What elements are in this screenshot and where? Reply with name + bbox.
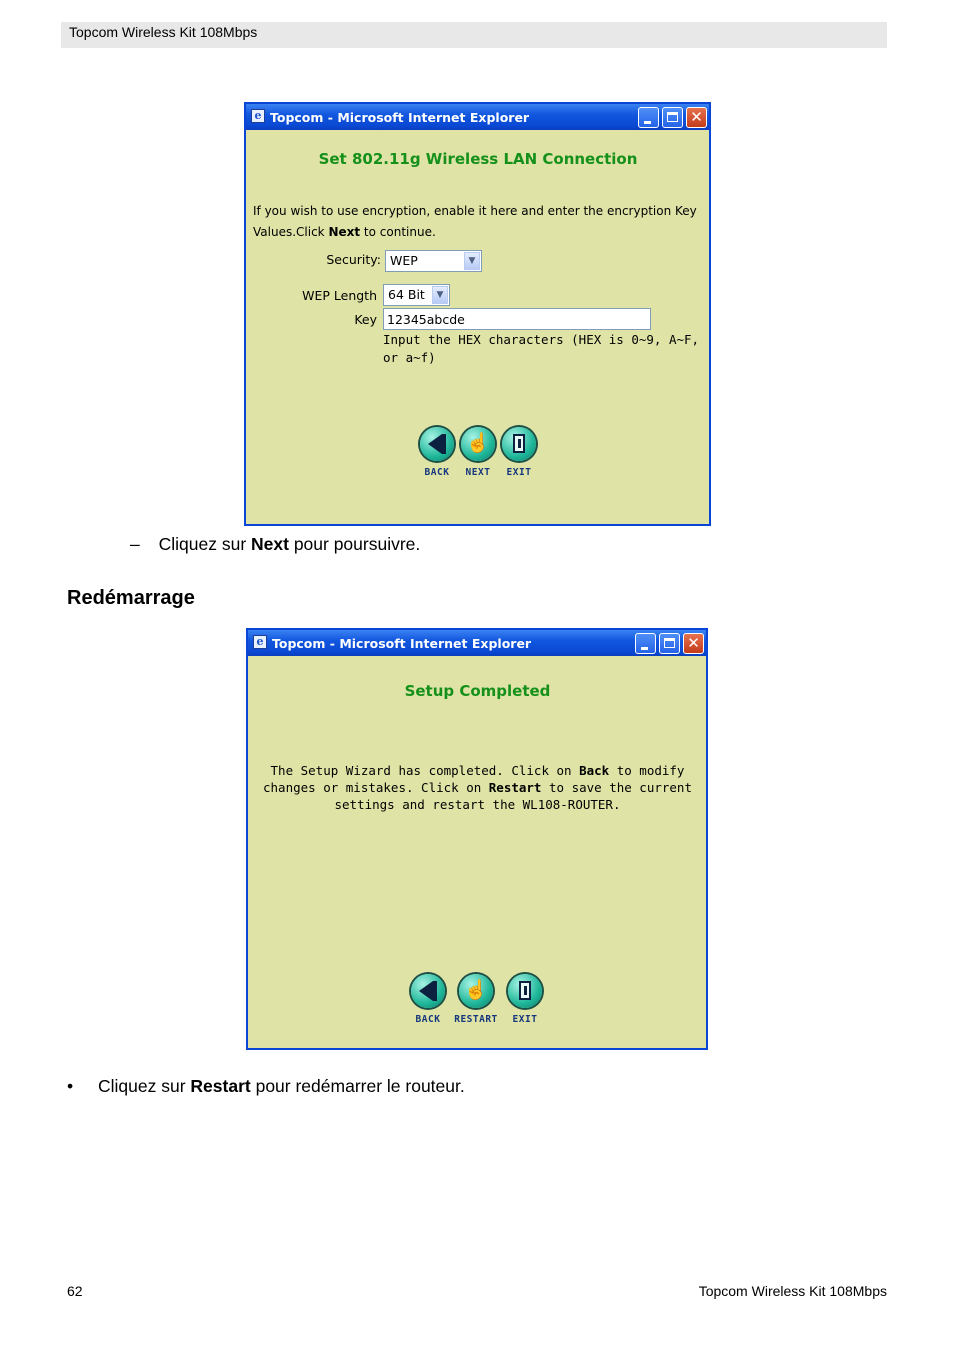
page-number: 62 xyxy=(67,1283,83,1299)
minimize-button[interactable] xyxy=(635,633,656,654)
back-arrow-icon xyxy=(411,974,445,1008)
description-line2-bold: Next xyxy=(328,225,361,239)
instruction-restart-after: pour redémarrer le routeur. xyxy=(250,1076,465,1096)
instruction-next-bold: Next xyxy=(251,534,289,554)
key-input[interactable] xyxy=(383,308,651,330)
key-label: Key xyxy=(354,312,377,327)
exit-button[interactable] xyxy=(503,974,547,1025)
minimize-button[interactable] xyxy=(638,107,659,128)
description-line2-before: Values.Click xyxy=(253,225,329,239)
instruction-restart xyxy=(67,1076,465,1097)
hand-pointer-icon: ☝ xyxy=(459,974,493,1008)
instruction-next xyxy=(130,534,420,555)
close-button[interactable] xyxy=(686,107,707,128)
hand-pointer-icon: ☝ xyxy=(461,427,495,461)
message-line1-bold: Back xyxy=(579,763,610,778)
back-button-label: BACK xyxy=(415,1014,441,1025)
wep-length-label: WEP Length xyxy=(302,288,377,303)
restart-button[interactable] xyxy=(441,974,511,1025)
section-title: Redémarrage xyxy=(67,587,195,609)
window-client-area xyxy=(249,131,707,522)
minimize-icon xyxy=(644,121,651,124)
page-heading: Setup Completed xyxy=(404,682,551,700)
message-line2-bold: Restart xyxy=(488,780,542,795)
close-button[interactable] xyxy=(683,633,704,654)
instruction-bullet: • xyxy=(67,1076,74,1096)
back-button[interactable] xyxy=(415,427,459,478)
next-button[interactable] xyxy=(456,427,500,478)
footer-title: Topcom Wireless Kit 108Mbps xyxy=(698,1283,887,1299)
maximize-icon xyxy=(664,638,675,648)
page-header-text: Topcom Wireless Kit 108Mbps xyxy=(69,24,258,40)
restart-button-label: RESTART xyxy=(454,1014,498,1025)
exit-button[interactable] xyxy=(497,427,541,478)
page-heading: Set 802.11g Wireless LAN Connection xyxy=(318,150,638,168)
ie-window-setup-completed xyxy=(246,628,708,1050)
maximize-button[interactable] xyxy=(659,633,680,654)
security-select-value: WEP xyxy=(390,253,418,268)
next-button-label: NEXT xyxy=(465,467,491,478)
back-button-label: BACK xyxy=(424,467,450,478)
message-line3: settings and restart the WL108-ROUTER. xyxy=(334,797,621,812)
instruction-restart-bold: Restart xyxy=(190,1076,251,1096)
instruction-restart-before: Cliquez sur xyxy=(98,1076,191,1096)
exit-button-label: EXIT xyxy=(506,467,532,478)
window-titlebar[interactable] xyxy=(248,630,706,656)
message-line2-after: to save the current xyxy=(541,780,692,795)
chevron-down-icon[interactable]: ▼ xyxy=(432,286,448,304)
wep-length-select[interactable] xyxy=(383,284,450,306)
ie-icon: e xyxy=(253,635,267,649)
ie-window-wlan-connection xyxy=(244,102,711,526)
chevron-down-icon[interactable]: ▼ xyxy=(464,252,480,270)
window-titlebar[interactable] xyxy=(246,104,709,130)
hex-hint-line2: or a~f) xyxy=(383,350,436,365)
maximize-button[interactable] xyxy=(662,107,683,128)
message-line1-after: to modify xyxy=(609,763,685,778)
description-line1: If you wish to use encryption, enable it here and enter the encryption Key xyxy=(253,204,697,218)
wep-length-select-value: 64 Bit xyxy=(388,287,425,302)
security-label: Security: xyxy=(326,252,381,267)
instruction-next-before: Cliquez sur xyxy=(158,534,252,554)
back-arrow-icon xyxy=(420,427,454,461)
completion-message xyxy=(251,762,704,813)
maximize-icon xyxy=(667,112,678,122)
description xyxy=(253,201,697,243)
exit-door-icon xyxy=(508,974,542,1008)
security-select[interactable] xyxy=(385,250,482,272)
close-icon: ✕ xyxy=(690,108,703,126)
hex-hint-line1: Input the HEX characters (HEX is 0~9, A~F, xyxy=(383,332,700,347)
window-title: Topcom - Microsoft Internet Explorer xyxy=(272,636,532,651)
window-title: Topcom - Microsoft Internet Explorer xyxy=(270,110,530,125)
minimize-icon xyxy=(641,647,648,650)
close-icon: ✕ xyxy=(687,634,700,652)
instruction-next-after: pour poursuivre. xyxy=(288,534,421,554)
message-line2-before: changes or mistakes. Click on xyxy=(263,780,489,795)
ie-icon: e xyxy=(251,109,265,123)
exit-door-icon xyxy=(502,427,536,461)
window-client-area xyxy=(251,657,704,1046)
exit-button-label: EXIT xyxy=(512,1014,538,1025)
page-header xyxy=(61,22,887,48)
instruction-dash: – xyxy=(130,534,140,554)
hex-hint xyxy=(383,331,699,367)
message-line1-before: The Setup Wizard has completed. Click on xyxy=(270,763,580,778)
description-line2-after: to continue. xyxy=(360,225,436,239)
